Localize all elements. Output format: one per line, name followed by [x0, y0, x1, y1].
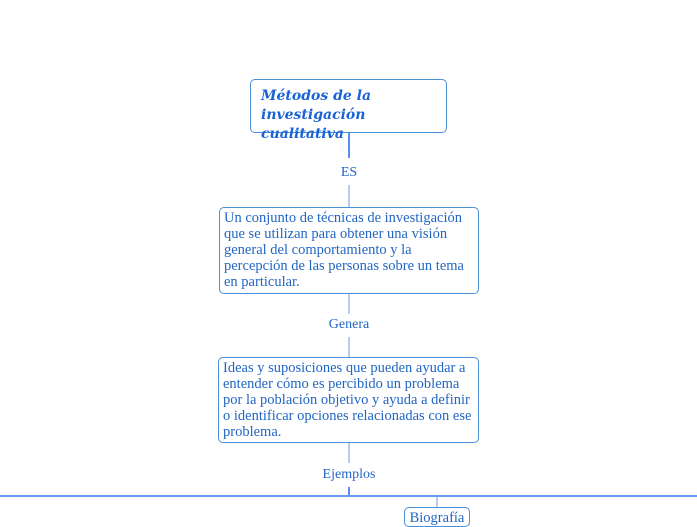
link-label-ejemplos[interactable]: Ejemplos: [322, 467, 376, 482]
branch-line: [0, 495, 697, 497]
link-label-genera[interactable]: Genera: [328, 317, 370, 332]
connector-line: [348, 133, 350, 158]
connector-line: [348, 294, 350, 314]
connector-line: [348, 185, 350, 207]
connector-line: [348, 443, 350, 463]
connector-line: [436, 497, 438, 507]
biografia-node[interactable]: Biografía: [404, 507, 470, 527]
title-node[interactable]: Métodos de la investigación cualitativa: [250, 79, 447, 133]
link-label-es[interactable]: ES: [340, 165, 358, 180]
ideas-node[interactable]: Ideas y suposiciones que pueden ayudar a entender cómo es percibido un problema por la población objetivo y ayuda a definir o identificar opciones relacionadas con ese problema.: [218, 357, 479, 443]
definition-node[interactable]: Un conjunto de técnicas de investigación que se utilizan para obtener una visión general del comportamiento y la percepción de las personas sobre un tema en particular.: [219, 207, 479, 294]
connector-line: [348, 337, 350, 357]
